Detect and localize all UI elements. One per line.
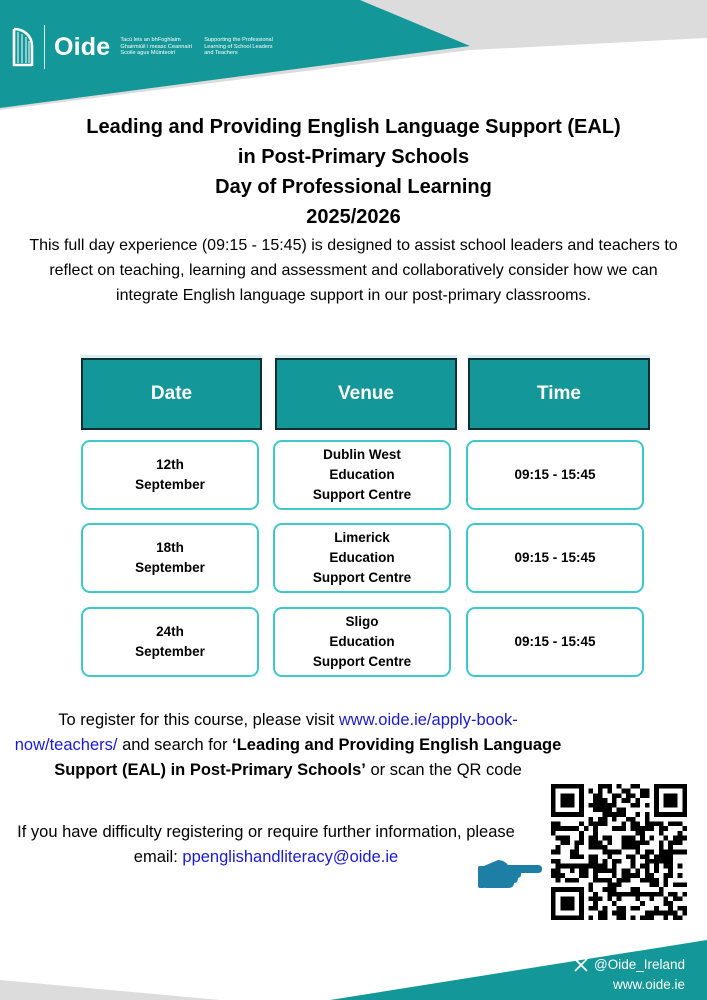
logo-english-tagline: Supporting the Professional Learning of School Leaders and Teachers (204, 37, 273, 57)
pointing-hand-icon (478, 852, 542, 892)
table-cell-date: 24th September (81, 607, 259, 677)
intro-paragraph: This full day experience (09:15 - 15:45) is designed to assist school leaders and teachers to reflect on teaching, learning and assessment and collaboratively consider how we can integrate English language support in our post-primary classrooms. (29, 237, 678, 304)
logo-irish-tagline: Tacú leis an bhFoghlaim Ghairmiúil i measc Ceannairí Scoile agus Múinteoirí (120, 37, 193, 57)
registration-instructions: To register for this course, please visit www.oide.ie/apply-book-now/teachers/ and search for ‘Leading and Providing English Language Support (EAL) in Post-Primary Schools’ or scan the QR code (14, 711, 562, 779)
table-cell-venue: Sligo Education Support Centre (273, 607, 451, 677)
title-line: Day of Professional Learning (215, 176, 492, 198)
footer-contacts (574, 955, 685, 995)
logo-wordmark: Oide (54, 32, 111, 61)
table-cell-venue: Limerick Education Support Centre (273, 523, 451, 593)
register-link[interactable]: www.oide.ie/apply-book-now/teachers/ (14, 711, 518, 754)
logo-divider (44, 25, 45, 69)
title-line: Leading and Providing English Language Support (EAL) (86, 116, 621, 138)
footer-website[interactable]: www.oide.ie (612, 977, 685, 992)
x-logo-icon (574, 958, 588, 972)
qr-code-icon[interactable] (551, 784, 687, 920)
social-handle[interactable]: @Oide_Ireland (593, 957, 685, 972)
title-line: 2025/2026 (306, 206, 401, 228)
page-title (0, 112, 707, 232)
harp-icon (10, 26, 36, 68)
course-name: ‘Leading and Providing English Language Support (EAL) in Post-Primary Schools’ (54, 736, 562, 779)
help-text: If you have difficulty registering or require further information, please email: ppenglishandliteracy@oide.ie (17, 823, 515, 866)
email-link[interactable]: ppenglishandliteracy@oide.ie (182, 848, 399, 866)
table-header-time: Time (468, 358, 650, 430)
title-line: in Post-Primary Schools (237, 146, 470, 168)
oide-logo (10, 24, 273, 70)
table-cell-time: 09:15 - 15:45 (466, 607, 644, 677)
table-cell-time: 09:15 - 15:45 (466, 523, 644, 593)
table-header-venue: Venue (275, 358, 457, 430)
table-header-date: Date (81, 358, 262, 430)
table-cell-venue: Dublin West Education Support Centre (273, 440, 451, 510)
table-cell-time: 09:15 - 15:45 (466, 440, 644, 510)
table-cell-date: 18th September (81, 523, 259, 593)
table-cell-date: 12th September (81, 440, 259, 510)
